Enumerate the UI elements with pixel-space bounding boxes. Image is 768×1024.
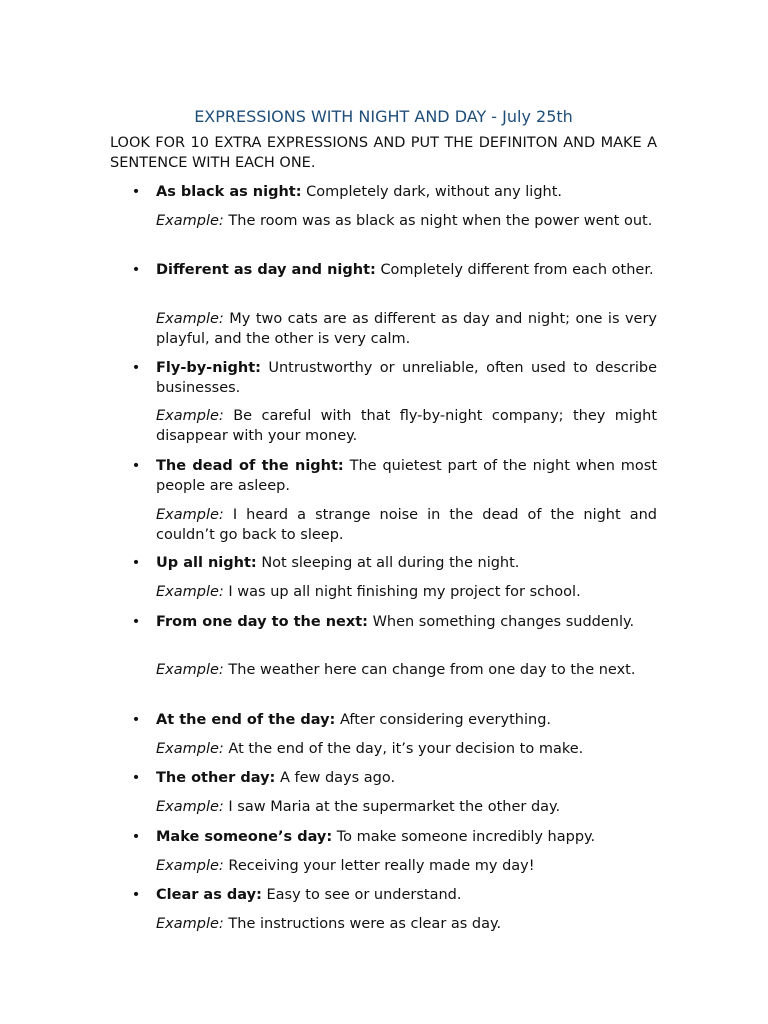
expression-example: [156, 407, 657, 446]
expression-definition: A few days ago.: [279, 770, 396, 786]
expression-item: [131, 769, 657, 789]
example-label: Example:: [156, 584, 224, 600]
example-text: Receiving your letter really made my day!: [228, 858, 535, 874]
expression-definition: After considering everything.: [339, 712, 552, 728]
expression-term: Fly-by-night:: [156, 360, 261, 376]
expression-term: At the end of the day:: [156, 712, 336, 728]
expression-example: [156, 857, 657, 877]
expression-term: The other day:: [156, 770, 276, 786]
expression-term: Make someone’s day:: [156, 829, 333, 845]
bullet-icon: •: [131, 262, 141, 278]
expression-definition: Untrustworthy or unreliable, often used to describe businesses.: [156, 360, 658, 396]
expression-definition: When something changes suddenly.: [372, 614, 635, 630]
expression-item: [131, 457, 658, 496]
expression-item: [131, 613, 657, 633]
expression-term: Clear as day:: [156, 887, 262, 903]
example-label: Example:: [156, 858, 224, 874]
expression-term: From one day to the next:: [156, 614, 368, 630]
example-label: Example:: [156, 799, 224, 815]
expression-example: [156, 506, 657, 545]
example-label: Example:: [156, 408, 224, 424]
expression-item: [131, 359, 658, 398]
example-text: My two cats are as different as day and night; one is very playful, and the other is very calm.: [156, 311, 658, 347]
expression-term: As black as night:: [156, 184, 302, 200]
example-label: Example:: [156, 213, 224, 229]
example-text: The room was as black as night when the power went out.: [228, 213, 653, 229]
bullet-icon: •: [131, 887, 141, 903]
bullet-icon: •: [131, 770, 141, 786]
bullet-icon: •: [131, 829, 141, 845]
expression-definition: Completely dark, without any light.: [306, 184, 563, 200]
expression-term: Up all night:: [156, 555, 257, 571]
expression-item: [131, 886, 657, 906]
expression-item: [131, 261, 657, 281]
example-text: I saw Maria at the supermarket the other day.: [228, 799, 561, 815]
expression-item: [131, 183, 657, 203]
expression-example: [156, 915, 657, 935]
expression-example: [156, 740, 657, 760]
expression-example: [156, 583, 657, 603]
bullet-icon: •: [131, 555, 141, 571]
expression-example: [156, 661, 657, 681]
example-label: Example:: [156, 916, 224, 932]
instructions-paragraph: LOOK FOR 10 EXTRA EXPRESSIONS AND PUT THE DEFINITON AND MAKE A SENTENCE WITH EACH ONE.: [110, 135, 657, 171]
example-text: The weather here can change from one day to the next.: [228, 662, 636, 678]
bullet-icon: •: [131, 712, 141, 728]
example-text: At the end of the day, it’s your decision to make.: [228, 741, 584, 757]
example-label: Example:: [156, 507, 224, 523]
bullet-icon: •: [131, 184, 141, 200]
example-text: Be careful with that fly-by-night company; they might disappear with your money.: [156, 408, 657, 444]
example-label: Example:: [156, 662, 224, 678]
bullet-icon: •: [131, 360, 141, 376]
example-text: The instructions were as clear as day.: [228, 916, 502, 932]
bullet-icon: •: [131, 614, 141, 630]
expression-item: [131, 828, 657, 848]
expression-example: [156, 798, 657, 818]
bullet-icon: •: [131, 458, 141, 474]
example-label: Example:: [156, 741, 224, 757]
expression-item: [131, 711, 657, 731]
expression-example: [156, 310, 657, 349]
expression-definition: Not sleeping at all during the night.: [261, 555, 520, 571]
example-text: I heard a strange noise in the dead of the night and couldn’t go back to sleep.: [156, 507, 658, 543]
example-label: Example:: [156, 311, 224, 327]
expression-definition: To make someone incredibly happy.: [336, 829, 596, 845]
expression-definition: Completely different from each other.: [380, 262, 654, 278]
document-title: EXPRESSIONS WITH NIGHT AND DAY - July 25th: [194, 107, 573, 126]
expression-item: [131, 554, 657, 574]
example-text: I was up all night finishing my project for school.: [228, 584, 581, 600]
expression-example: [133, 212, 657, 232]
expression-definition: The quietest part of the night when most people are asleep.: [156, 458, 658, 494]
expression-term: The dead of the night:: [156, 458, 344, 474]
expression-definition: Easy to see or understand.: [266, 887, 462, 903]
expression-term: Different as day and night:: [156, 262, 376, 278]
